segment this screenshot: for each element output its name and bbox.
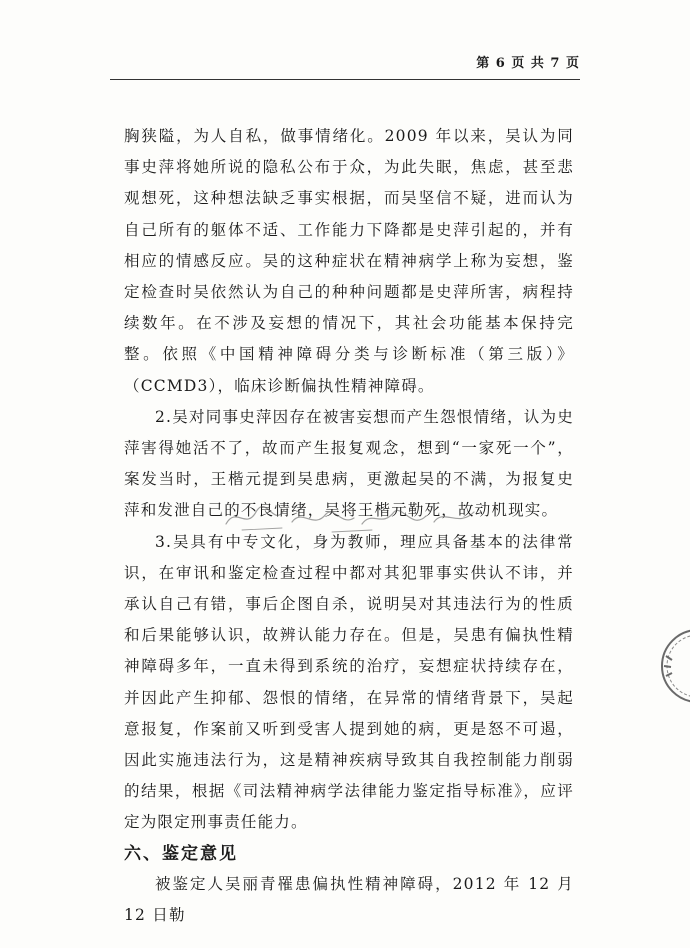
seal-stamp-edge [650,626,690,706]
paragraph-point-3: 3.吴具有中专文化，身为教师，理应具备基本的法律常识，在审讯和鉴定检查过程中都对其犯罪事实供认不讳，并承认自己有错，事后企图自杀，说明吴对其违法行为的性质和后果能够认识，故辨认能力存在。但是，吴患有偏执性精神障碍多年，一直未得到系统的治疗，妄想症状持续存在，并因此产生抑郁、怨恨的情绪，在异常的情绪背景下，吴起意报复，作案前又听到受害人提到她的病，更是怒不可遏，因此实施违法行为，这是精神疾病导致其自我控制能力削弱的结果，根据《司法精神病学法律能力鉴定指导标准》，应评定为限定刑事责任能力。 [124,532,574,832]
section-heading-opinion: 六、鉴定意见 [124,843,238,864]
paragraph-continuation: 胸狭隘，为人自私，做事情绪化。2009 年以来，吴认为同事史萍将她所说的隐私公布于众，为此失眠，焦虑，甚至悲观想死，这种想法缺乏事实根据，而吴坚信不疑，进而认为自己所有的躯体不适、工作能力下降都是史萍引起的，并有相应的情感反应。吴的这种症状在精神病学上称为妄想，鉴定检查时吴依然认为自己的种种问题都是史萍所害，病程持续数年。在不涉及妄想的情况下，其社会功能基本保持完整。依照《中国精神障碍分类与诊断标准（第三版）》（CCMD3），临床诊断偏执性精神障碍。 [124,127,574,395]
header-rule [110,79,580,80]
page-number-header: 第 6 页 共 7 页 [476,56,580,71]
paragraph-opinion-start: 被鉴定人吴丽青罹患偏执性精神障碍，2012 年 12 月 12 日勒 [124,874,574,924]
paragraph-point-2: 2.吴对同事史萍因存在被害妄想而产生怨恨情绪，认为史萍害得她活不了，故而产生报复观念，想到“一家死一个”，案发当时，王楷元提到吴患病，更激起吴的不满，为报复史萍和发泄自己的不良情绪，吴将王楷元勒死，故动机现实。 [124,407,574,520]
document-body [124,121,574,931]
